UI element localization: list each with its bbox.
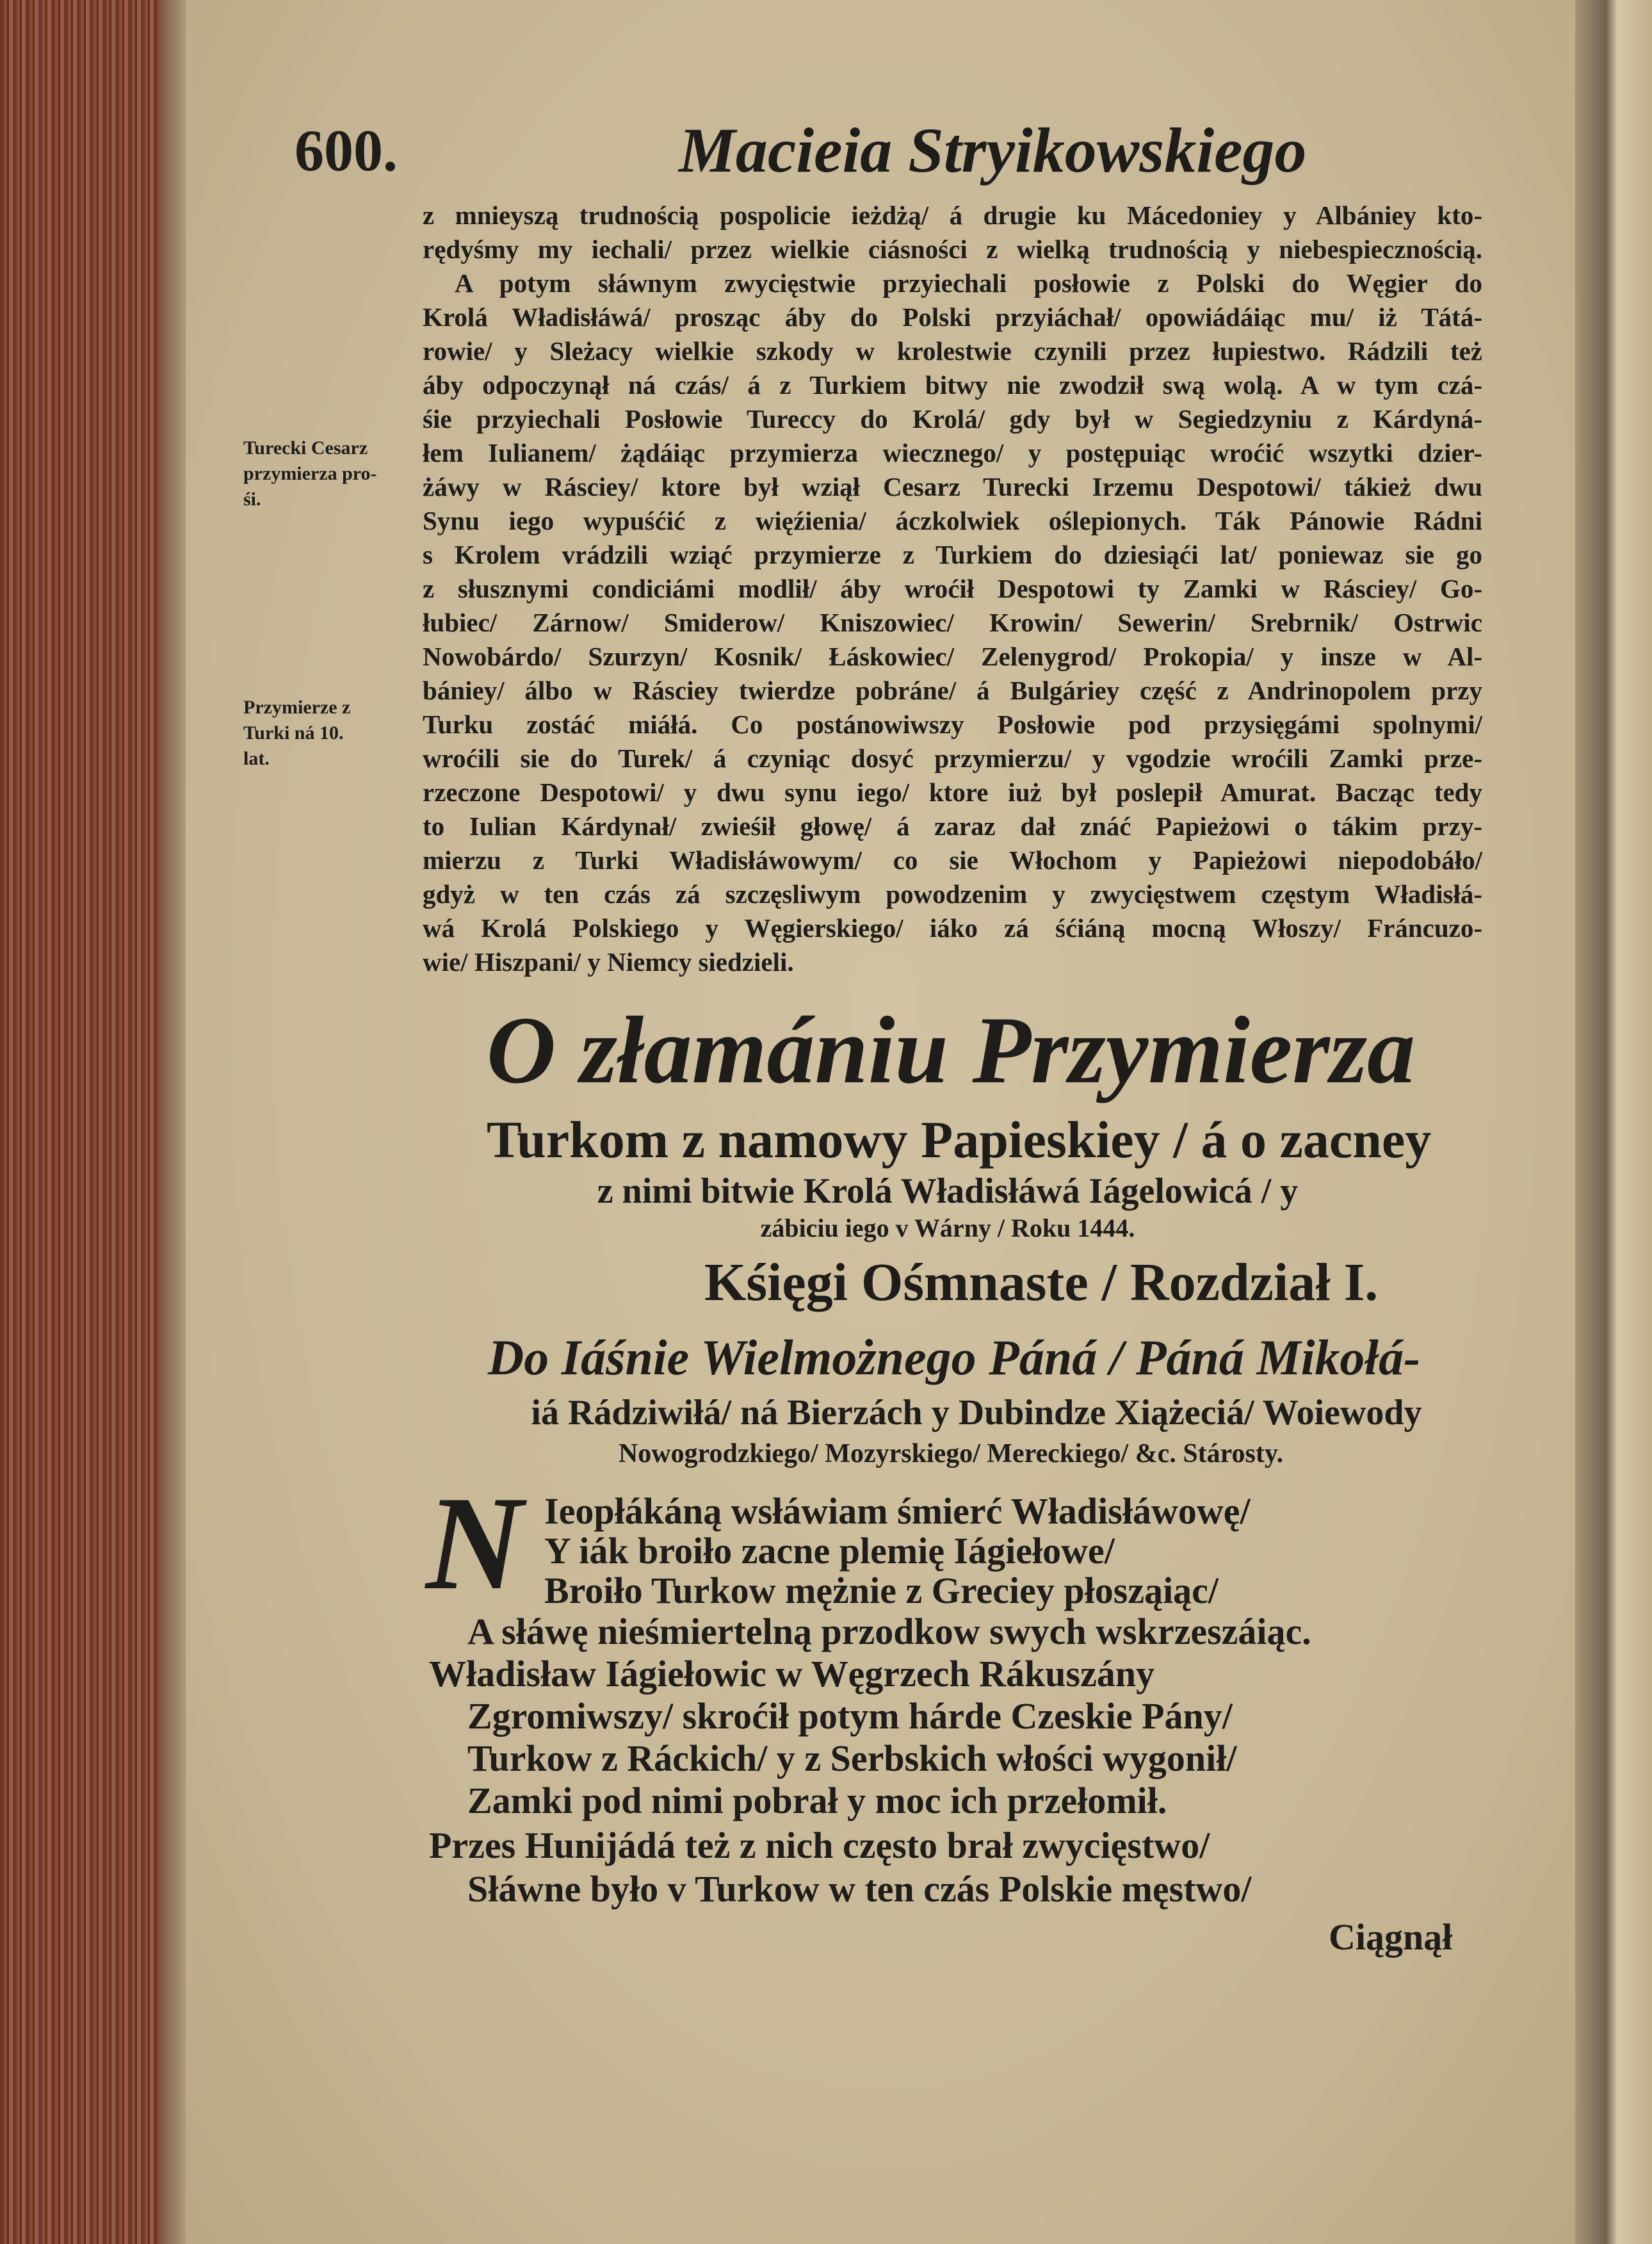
text-line: Synu iego wypuśćić z więźienia/ áczkolwiek oślepionych. Ták Pánowie Rádni bbox=[423, 506, 1482, 535]
poem-line: Zamki pod nimi pobrał y moc ich przełomił. bbox=[467, 1780, 1167, 1821]
text-line: rowie/ y Sleżacy wielkie szkody w krolestwie czynili przez łupiestwo. Rádzili też bbox=[423, 336, 1482, 366]
margin-note-line: śi. bbox=[243, 489, 261, 510]
text-line: Turku zostáć miáłá. Co postánowiwszy Posłowie pod przysięgámi spolnymi/ bbox=[423, 710, 1482, 739]
poem-line: Y iák broiło zacne plemię Iágiełowe/ bbox=[544, 1530, 1115, 1572]
text-line: wie/ Hiszpani/ y Niemcy siedzieli. bbox=[423, 947, 794, 977]
text-line: łem Iulianem/ żądáiąc przymierza wiecznego/ y postępuiąc wroćić wszytki dzier- bbox=[423, 438, 1482, 468]
text-line: z mnieyszą trudnością pospolicie ieżdżą/ á drugie ku Mácedoniey y Albániey kto- bbox=[423, 200, 1482, 230]
text-line: s Krolem vrádzili wziąć przymierze z Turkiem do dziesiąći lat/ poniewaz sie go bbox=[423, 540, 1482, 569]
text-line: żáwy w Rásciey/ ktore był wziął Cesarz Turecki Irzemu Despotowi/ tákież dwu bbox=[423, 472, 1482, 501]
text-line: to Iulian Kárdynał/ zwieśił głowę/ á zaraz dał znáć Papieżowi o tákim przy- bbox=[423, 811, 1482, 841]
chapter-subtitle: Turkom z namowy Papieskiey / á o zacney bbox=[487, 1110, 1432, 1169]
poem-line: Zgromiwszy/ skroćił potym hárde Czeskie Pány/ bbox=[467, 1695, 1233, 1737]
book-page-edges bbox=[0, 0, 173, 2244]
body-text bbox=[423, 199, 1482, 979]
dedication-line: Do Iáśnie Wielmożnego Páná / Páná Mikołá- bbox=[487, 1329, 1421, 1385]
running-title: Macieia Stryikowskiego bbox=[679, 115, 1307, 186]
poem-line: Przes Hunijádá też z nich często brał zwycięstwo/ bbox=[429, 1825, 1210, 1866]
catchword: Ciągnął bbox=[1329, 1916, 1453, 1958]
text-line: rędyśmy my iechali/ przez wielkie ciásności z wielką trudnością y niebespiecznością. bbox=[423, 234, 1482, 264]
text-line: gdyż w ten czás zá szczęsliwym powodzenim y zwycięstwem częstym Władisłá- bbox=[423, 879, 1482, 909]
text-line: mierzu z Turki Władisłáwowym/ co sie Włochom y Papieżowi niepodobáło/ bbox=[423, 845, 1482, 875]
poem-line: Broiło Turkow mężnie z Greciey płosząiąc/ bbox=[544, 1570, 1219, 1611]
dedication-line: iá Rádziwiłá/ ná Bierzách y Dubindze Xiążeciá/ Woiewody bbox=[531, 1393, 1422, 1433]
margin-note-line: Przymierze z bbox=[243, 697, 351, 718]
poem-line: A słáwę nieśmiertelną przodkow swych wskrzeszáiąc. bbox=[467, 1611, 1311, 1652]
text-line: Nowobárdo/ Szurzyn/ Kosnik/ Łáskowiec/ Zelenygrod/ Prokopia/ y insze w Al- bbox=[423, 642, 1482, 671]
chapter-title: O złamániu Przymierza bbox=[486, 997, 1416, 1103]
text-line: wroćili sie do Turek/ á czyniąc dosyć przymierzu/ y vgodzie wroćili Zamki prze- bbox=[423, 744, 1482, 773]
dedication-line: Nowogrodzkiego/ Mozyrskiego/ Mereckiego/ &c. Stárosty. bbox=[618, 1439, 1284, 1468]
margin-note-line: lat. bbox=[243, 748, 270, 769]
chapter-subtitle: z nimi bitwie Krolá Władisłáwá Iágelowicá / y bbox=[597, 1171, 1299, 1211]
text-line: z słusznymi condiciámi modlił/ áby wroćił Despotowi ty Zamki w Rásciey/ Go- bbox=[423, 574, 1482, 603]
text-line: A potym słáwnym zwycięstwie przyiechali posłowie z Polski do Węgier do bbox=[455, 268, 1482, 298]
margin-note-line: Turecki Cesarz bbox=[243, 437, 368, 459]
text-line: wá Krolá Polskiego y Węgierskiego/ iáko zá śćiáną mocną Włoszy/ Fráncuzo- bbox=[423, 913, 1482, 943]
text-line: bániey/ álbo w Rásciey twierdze pobráne/ á Bulgáriey część z Andrinopolem przy bbox=[423, 676, 1482, 705]
book-chapter-heading: Kśięgi Ośmnaste / Rozdział I. bbox=[704, 1253, 1379, 1312]
drop-cap: N bbox=[426, 1469, 523, 1618]
text-line: łubiec/ Zárnow/ Smiderow/ Kniszowiec/ Krowin/ Sewerin/ Srebrnik/ Ostrwic bbox=[423, 608, 1482, 637]
chapter-subtitle: zábiciu iego v Wárny / Roku 1444. bbox=[760, 1214, 1135, 1242]
text-line: rzeczone Despotowi/ y dwu synu iego/ ktore iuż był poslepił Amurat. Bacząc tedy bbox=[423, 777, 1482, 807]
margin-note bbox=[243, 435, 416, 512]
poem-line: Władisław Iágiełowic w Węgrzech Rákuszány bbox=[429, 1653, 1155, 1695]
poem-line: Ieopłákáną wsłáwiam śmierć Władisłáwowę/ bbox=[544, 1490, 1251, 1532]
margin-note bbox=[243, 695, 416, 772]
book-gutter bbox=[1575, 0, 1652, 2244]
poem-line: Słáwne było v Turkow w ten czás Polskie męstwo/ bbox=[467, 1868, 1252, 1910]
text-line: śie przyiechali Posłowie Tureccy do Krolá/ gdy był w Segiedzyniu z Kárdyná- bbox=[423, 404, 1482, 434]
text-line: áby odpoczynął ná czás/ á z Turkiem bitwy nie zwodził swą wolą. A w tym czá- bbox=[423, 370, 1482, 400]
text-line: Krolá Władisłáwá/ prosząc áby do Polski przyiáchał/ opowiádáiąc mu/ iż Tátá- bbox=[423, 302, 1482, 332]
margin-note-line: Turki ná 10. bbox=[243, 722, 344, 744]
page-number: 600. bbox=[295, 118, 398, 183]
poem-line: Turkow z Ráckich/ y z Serbskich włości wygonił/ bbox=[467, 1737, 1237, 1779]
margin-note-line: przymierza pro- bbox=[243, 463, 377, 484]
